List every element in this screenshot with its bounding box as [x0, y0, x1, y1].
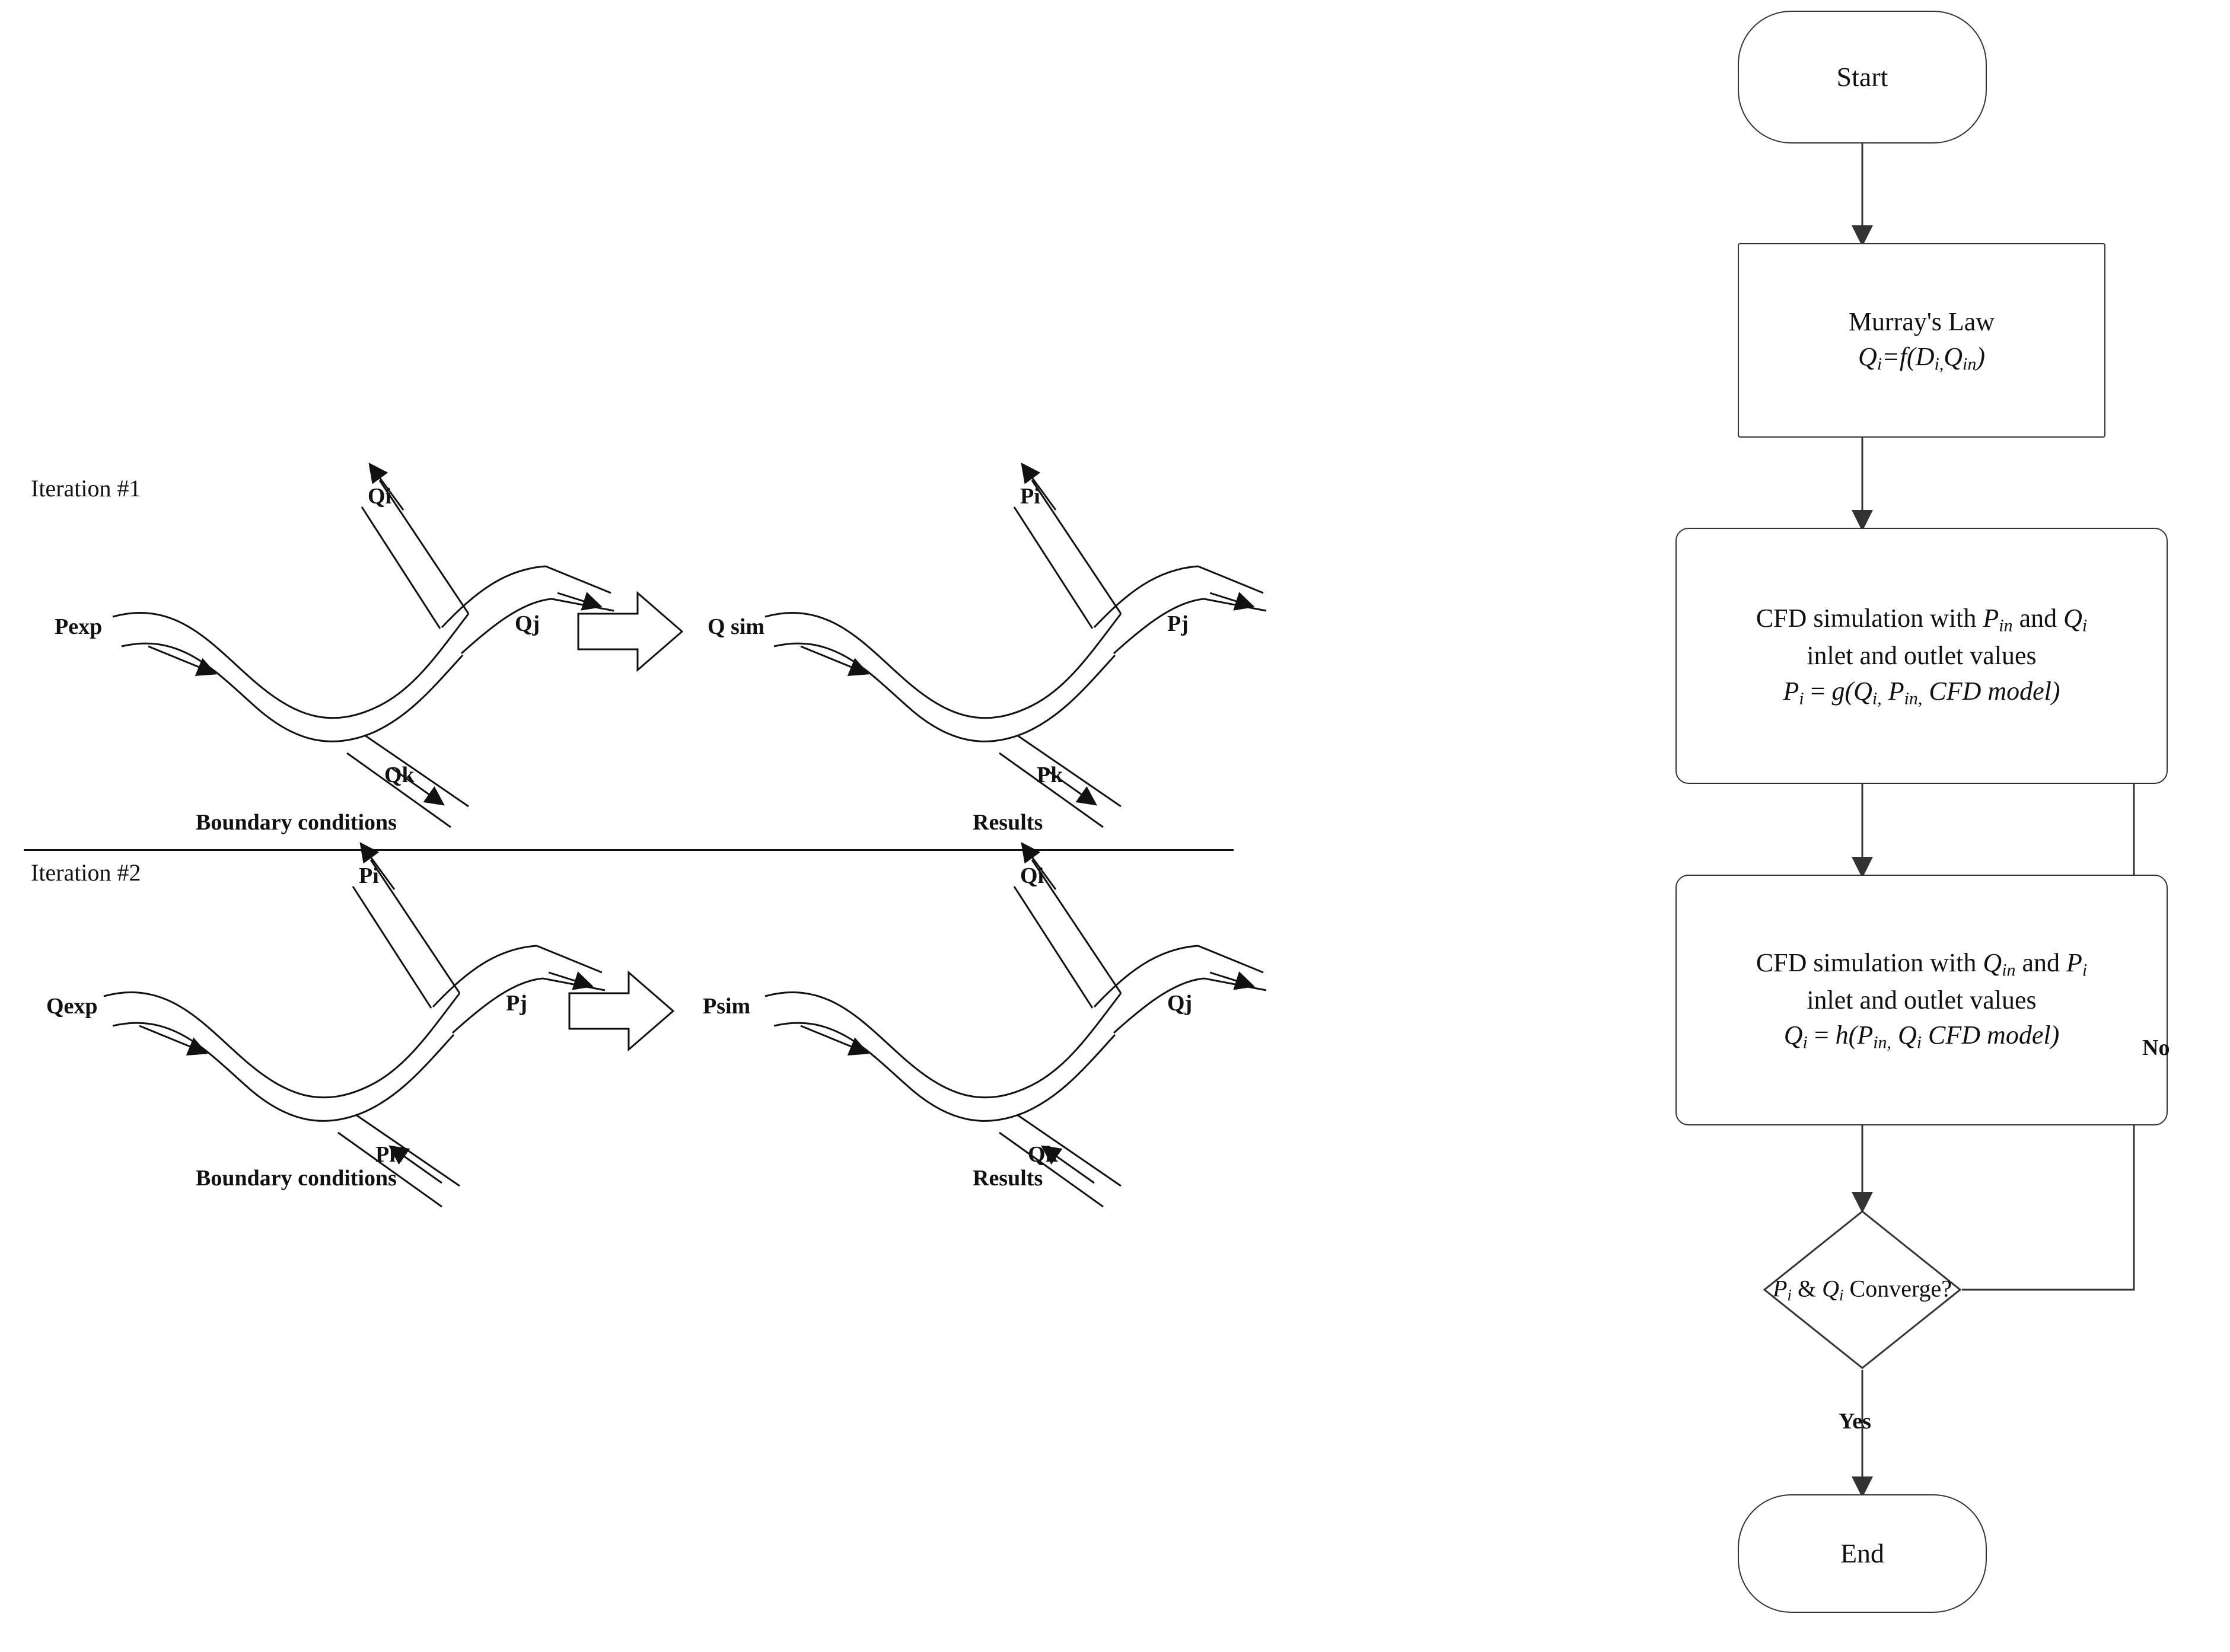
tag-qi-out: Qi [1020, 863, 1044, 888]
cfd-flowchart [1305, 0, 2230, 1652]
cfd1-line-3: $P_i = g(Q_{i,}$ $P_{in,}$ CFD model) [1783, 676, 2060, 709]
tag-qk-in: Qk [384, 763, 415, 787]
node-start-label: Start [1836, 61, 1888, 92]
tag-pexp: Pexp [55, 614, 103, 639]
tag-pi-in: Pi [359, 863, 379, 888]
iteration-2-results-caption: Results [973, 1166, 1043, 1191]
cfd2-line-2: inlet and outlet values [1807, 985, 2037, 1015]
tag-pj-in: Pj [506, 991, 527, 1016]
tag-qi-in: Qi [368, 484, 392, 509]
tag-pi-out: Pi [1020, 484, 1040, 509]
cfd1-line-2: inlet and outlet values [1807, 641, 2037, 671]
cfd2-line-3: $Q_i = h(P_{in,}$ $Q_i$ CFD model) [1783, 1020, 2060, 1053]
murray-line-2: $Q_i=f(D_{i,}Q_{in})$ [1858, 342, 1985, 374]
iteration-1-boundary-caption: Boundary conditions [196, 810, 397, 835]
tag-qk-out: Qk [1028, 1142, 1058, 1167]
tag-psim: Psim [703, 994, 751, 1019]
tag-qexp: Qexp [46, 994, 98, 1019]
node-start[interactable] [1738, 11, 1987, 143]
edge-label-yes: Yes [1839, 1409, 1871, 1434]
node-end[interactable] [1738, 1494, 1987, 1613]
iteration-1-label: Iteration #1 [31, 475, 141, 502]
decision-label: $P_i$ & $Q_i$ Converge? [1772, 1275, 1952, 1305]
edge-label-no: No [2142, 1035, 2170, 1060]
iteration-2-boundary-caption: Boundary conditions [196, 1166, 397, 1191]
murray-line-1: Murray's Law [1848, 307, 1995, 336]
decision-line-2: Converge? [1849, 1275, 1952, 1302]
tag-pk-in: Pk [375, 1142, 402, 1167]
iteration-2-label: Iteration #2 [31, 859, 141, 886]
tag-qj-in: Qj [515, 611, 540, 636]
cfd2-line-1: CFD simulation with $Q_{in}$ and $P_i$ [1756, 948, 2088, 980]
node-cfd-simulation-qin-pi[interactable] [1675, 875, 2168, 1125]
tag-qj-out: Qj [1167, 991, 1193, 1016]
node-convergence-decision[interactable] [1763, 1210, 1962, 1370]
tag-pj-out: Pj [1167, 611, 1189, 636]
cfd1-line-1: CFD simulation with $P_{in}$ and $Q_i$ [1756, 604, 2088, 636]
iteration-divider [24, 849, 1234, 851]
node-end-label: End [1840, 1538, 1885, 1568]
iteration-1-results-caption: Results [973, 810, 1043, 835]
node-cfd-simulation-pin-qi[interactable] [1675, 528, 2168, 784]
node-murrays-law[interactable] [1738, 243, 2105, 438]
tag-qsim: Q sim [708, 614, 765, 639]
tag-pk-out: Pk [1037, 763, 1063, 787]
